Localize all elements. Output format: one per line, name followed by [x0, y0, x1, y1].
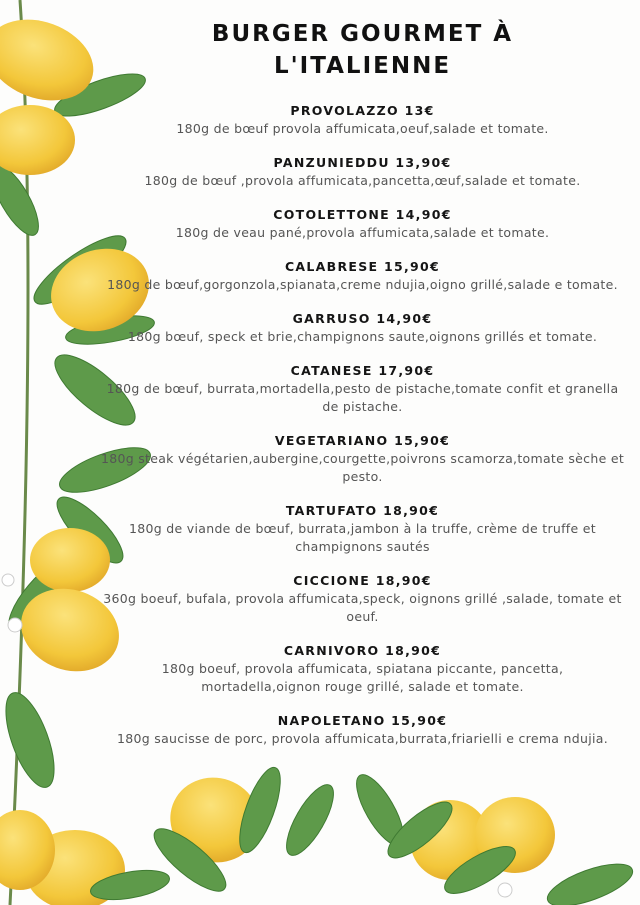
- item-name-price: NAPOLETANO 15,90€: [277, 713, 448, 728]
- menu-item: [100, 258, 625, 294]
- item-description: 180g steak végétarien,aubergine,courgette,poivrons scamorza,tomate sèche et pesto.: [100, 451, 625, 484]
- item-name-price: CALABRESE 15,90€: [284, 259, 441, 274]
- item-description: 180g de bœuf provola affumicata,oeuf,salade et tomate.: [176, 121, 549, 136]
- menu-item: [100, 206, 625, 242]
- item-description: 180g de veau pané,provola affumicata,salade et tomate.: [175, 225, 550, 240]
- menu-item: [100, 154, 625, 190]
- item-description: 180g de bœuf,gorgonzola,spianata,creme ndujia,oigno grillé,salade e tomate.: [107, 277, 618, 292]
- menu-item: [100, 712, 625, 748]
- item-name-price: COTOLETTONE 14,90€: [273, 207, 452, 222]
- menu-item: [100, 310, 625, 346]
- menu-item: [100, 572, 625, 626]
- item-description: 180g boeuf, provola affumicata, spiatana piccante, pancetta, mortadella,oignon rouge grillé, salade et tomate.: [161, 661, 564, 694]
- item-name-price: CICCIONE 18,90€: [293, 573, 432, 588]
- menu-item: [100, 642, 625, 696]
- menu-item: [100, 362, 625, 416]
- item-description: 360g boeuf, bufala, provola affumicata,speck, oignons grillé ,salade, tomate et oeuf.: [103, 591, 622, 624]
- item-name-price: PROVOLAZZO 13€: [290, 103, 435, 118]
- title-line-2: L'ITALIENNE: [273, 53, 452, 79]
- item-description: 180g de bœuf, burrata,mortadella,pesto de pistache,tomate confit et granella de pistache.: [106, 381, 619, 414]
- item-name-price: TARTUFATO 18,90€: [285, 503, 440, 518]
- item-name-price: GARRUSO 14,90€: [292, 311, 433, 326]
- item-name-price: PANZUNIEDDU 13,90€: [273, 155, 452, 170]
- item-name-price: VEGETARIANO 15,90€: [274, 433, 451, 448]
- item-name-price: CATANESE 17,90€: [290, 363, 435, 378]
- item-description: 180g saucisse de porc, provola affumicata,burrata,friarielli e crema ndujia.: [117, 731, 608, 746]
- title-line-1: BURGER GOURMET À: [211, 21, 514, 47]
- menu-item: [100, 102, 625, 138]
- item-description: 180g bœuf, speck et brie,champignons saute,oignons grillés et tomate.: [127, 329, 598, 344]
- item-name-price: CARNIVORO 18,90€: [283, 643, 442, 658]
- menu-title: [100, 18, 625, 82]
- item-description: 180g de viande de bœuf, burrata,jambon à la truffe, crème de truffe et champignons sautés: [129, 521, 596, 554]
- menu-item: [100, 432, 625, 486]
- menu-item: [100, 502, 625, 556]
- bottom-leaves: [88, 763, 637, 905]
- burger-menu: [100, 18, 625, 764]
- menu-items: [100, 102, 625, 748]
- item-description: 180g de bœuf ,provola affumicata,pancetta,œuf,salade et tomate.: [144, 173, 581, 188]
